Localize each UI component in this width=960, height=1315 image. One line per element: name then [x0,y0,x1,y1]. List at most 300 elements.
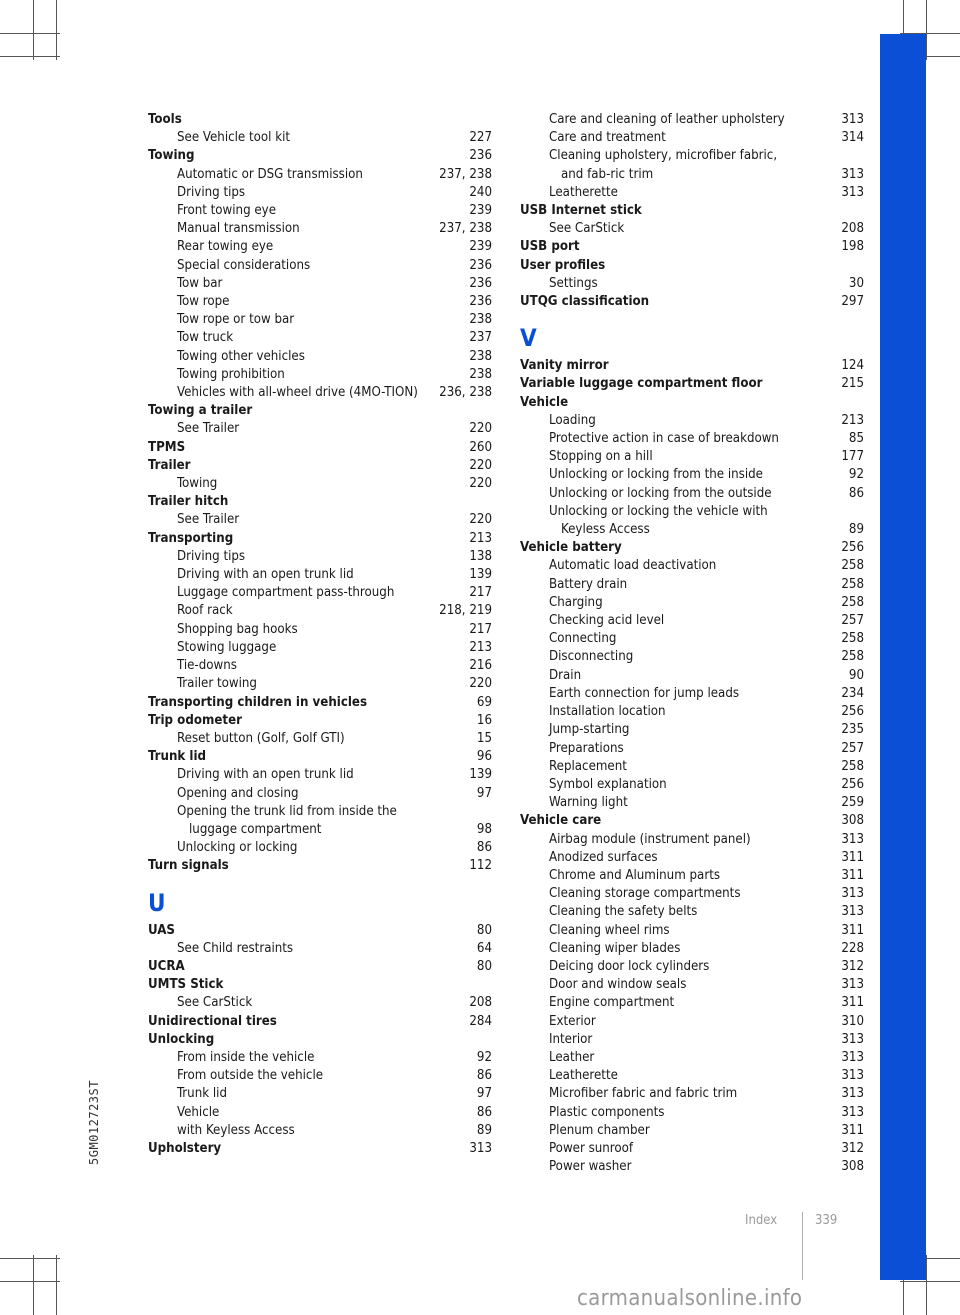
index-subentry [520,994,864,1012]
entry-term: Unlocking or locking [177,840,298,856]
entry-page-ref[interactable]: 238 [469,312,492,328]
crop-mark [33,0,34,60]
index-subentry [148,675,492,693]
index-subentry [520,1140,864,1158]
entry-page-ref[interactable]: 258 [841,649,864,665]
entry-page-ref[interactable]: 237 [469,330,492,346]
entry-term: Unlocking or locking the vehicle with Keyless Access [549,503,768,538]
entry-term: Drain [549,667,582,683]
entry-term: Trip odometer [148,712,242,728]
entry-page-ref[interactable]: 218, 219 [439,603,492,619]
entry-page-ref[interactable]: 64 [476,940,492,956]
entry-page-ref[interactable]: 86 [476,840,492,856]
index-entry [520,238,864,256]
crop-mark [56,0,57,60]
index-subentry [520,903,864,921]
entry-term: Cleaning storage compartments [549,886,741,902]
entry-term: TPMS [148,439,186,455]
index-entry [520,394,864,412]
entry-term: Leatherette [549,1068,618,1084]
entry-term: Driving with an open trunk lid [177,767,354,783]
entry-term: Vanity mirror [520,358,609,374]
entry-page-ref[interactable]: 236 [469,294,492,310]
index-subentry [520,940,864,958]
index-subentry [148,639,492,657]
entry-term: UAS [148,922,175,938]
entry-page-ref[interactable]: 30 [848,275,864,291]
index-entry [148,694,492,712]
index-entry [148,958,492,976]
entry-page-ref[interactable]: 97 [476,1086,492,1102]
entry-page-ref[interactable]: 80 [476,958,492,974]
entry-page-ref[interactable]: 313 [841,904,864,920]
entry-page-ref[interactable]: 213 [841,412,864,428]
entry-term: UCRA [148,958,185,974]
index-subentry [148,329,492,347]
entry-page-ref[interactable]: 311 [841,995,864,1011]
index-subentry [520,1031,864,1049]
entry-term: Interior [549,1031,593,1047]
entry-term: Vehicles with all-wheel drive (4MO-TION) [177,385,418,401]
entry-term: Driving tips [177,548,246,564]
index-subentry [520,667,864,685]
index-subentry [520,430,864,448]
entry-term: Towing other vehicles [177,348,305,364]
index-subentry [148,940,492,958]
entry-term: Shopping bag hooks [177,621,298,637]
entry-term: See Vehicle tool kit [177,130,291,146]
index-entry [520,357,864,375]
index-subentry [148,803,492,839]
index-subentry [148,602,492,620]
entry-term: Special considerations [177,257,311,273]
entry-term: Care and treatment [549,130,666,146]
entry-term: Checking acid level [549,613,665,629]
entry-page-ref[interactable]: 220 [469,457,492,473]
crop-mark [0,33,60,34]
index-subentry [148,420,492,438]
entry-term: Reset button (Golf, Golf GTI) [177,730,345,746]
entry-term: Transporting [148,530,234,546]
entry-term: Chrome and Aluminum parts [549,867,721,883]
entry-page-ref[interactable]: 258 [841,594,864,610]
entry-page-ref[interactable]: 256 [841,704,864,720]
index-entry [148,857,492,875]
entry-term: User profiles [520,257,606,273]
index-subentry [520,976,864,994]
entry-page-ref[interactable]: 313 [841,1049,864,1065]
entry-page-ref[interactable]: 220 [469,421,492,437]
entry-page-ref[interactable]: 213 [469,639,492,655]
index-subentry [148,1122,492,1140]
entry-page-ref[interactable]: 313 [841,1031,864,1047]
index-entry [148,922,492,940]
index-subentry [148,366,492,384]
entry-term: Cleaning wiper blades [549,940,681,956]
entry-term: Installation location [549,704,666,720]
section-tab [880,34,926,1280]
entry-page-ref[interactable]: 258 [841,558,864,574]
index-subentry [148,730,492,748]
entry-page-ref[interactable]: 86 [476,1068,492,1084]
entry-page-ref[interactable]: 92 [476,1049,492,1065]
index-subentry [148,657,492,675]
entry-term: Luggage compartment pass-through [177,585,395,601]
entry-term: Tow bar [177,275,223,291]
entry-page-ref[interactable]: 308 [841,1159,864,1175]
entry-term: Connecting [549,631,617,647]
entry-page-ref[interactable]: 313 [841,1068,864,1084]
entry-term: See Child restraints [177,940,294,956]
entry-term: Leather [549,1049,595,1065]
index-entry [148,748,492,766]
index-subentry [520,849,864,867]
entry-page-ref[interactable]: 89 [848,522,864,538]
entry-page-ref[interactable]: 138 [469,548,492,564]
entry-term: Tow rope or tow bar [177,312,295,328]
entry-page-ref[interactable]: 311 [841,1122,864,1138]
index-entry [148,530,492,548]
entry-page-ref[interactable]: 216 [469,658,492,674]
index-subentry [520,958,864,976]
entry-term: Warning light [549,795,628,811]
entry-page-ref[interactable]: 217 [469,585,492,601]
entry-term: Towing [148,148,195,164]
entry-page-ref[interactable]: 86 [848,485,864,501]
index-subentry [148,1049,492,1067]
entry-page-ref[interactable]: 313 [841,184,864,200]
index-subentry [148,994,492,1012]
index-entry [520,539,864,557]
footer-section-title: Index [745,1213,778,1228]
entry-page-ref[interactable]: 16 [476,712,492,728]
entry-page-ref[interactable]: 215 [841,376,864,392]
entry-term: Protective action in case of breakdown [549,431,779,447]
crop-mark [0,1258,60,1259]
entry-page-ref[interactable]: 313 [841,112,864,127]
entry-page-ref[interactable]: 297 [841,294,864,310]
entry-page-ref[interactable]: 313 [841,831,864,847]
entry-page-ref[interactable]: 284 [469,1013,492,1029]
entry-page-ref[interactable]: 92 [848,467,864,483]
entry-term: Disconnecting [549,649,634,665]
entry-page-ref[interactable]: 238 [469,366,492,382]
crop-mark [33,1255,34,1315]
entry-term: Loading [549,412,596,428]
index-subentry [148,348,492,366]
index-subentry [520,831,864,849]
entry-term: Plastic components [549,1104,665,1120]
entry-page-ref[interactable]: 208 [841,221,864,237]
entry-term: Airbag module (instrument panel) [549,831,751,847]
entry-term: Microfiber fabric and fabric trim [549,1086,738,1102]
entry-term: Unlocking or locking from the inside [549,467,763,483]
entry-page-ref[interactable]: 313 [841,166,864,182]
entry-page-ref[interactable]: 237, 238 [439,166,492,182]
entry-page-ref[interactable]: 220 [469,512,492,528]
entry-term: Cleaning upholstery, microfiber fabric, and fab-ric trim [549,148,778,182]
index-entry [520,375,864,393]
index-subentry [520,794,864,812]
entry-page-ref[interactable]: 258 [841,631,864,647]
entry-term: Power sunroof [549,1140,634,1156]
entry-term: Turn signals [148,858,229,874]
index-subentry [148,184,492,202]
index-subentry [520,594,864,612]
crop-mark [900,1281,960,1282]
entry-term: Trunk lid [148,749,207,765]
entry-term: Trunk lid [177,1086,227,1102]
entry-term: From inside the vehicle [177,1049,315,1065]
entry-term: Leatherette [549,184,618,200]
entry-term: Rear towing eye [177,239,274,255]
entry-page-ref[interactable]: 96 [476,749,492,765]
crop-mark [0,56,60,57]
index-subentry [520,721,864,739]
entry-page-ref[interactable]: 258 [841,758,864,774]
entry-page-ref[interactable]: 258 [841,576,864,592]
entry-page-ref[interactable]: 235 [841,722,864,738]
index-subentry [520,1085,864,1103]
entry-page-ref[interactable]: 85 [848,431,864,447]
entry-term: Settings [549,275,598,291]
index-subentry [148,238,492,256]
entry-page-ref[interactable]: 89 [476,1122,492,1138]
entry-term: Unlocking or locking from the outside [549,485,772,501]
entry-page-ref[interactable]: 313 [469,1140,492,1156]
entry-term: Door and window seals [549,977,687,993]
entry-term: Unidirectional tires [148,1013,277,1029]
index-subentry [148,566,492,584]
entry-page-ref[interactable]: 124 [841,358,864,374]
entry-page-ref[interactable]: 139 [469,567,492,583]
entry-term: USB Internet stick [520,203,642,219]
index-subentry [520,184,864,202]
entry-page-ref[interactable]: 313 [841,886,864,902]
entry-page-ref[interactable]: 112 [469,858,492,874]
entry-page-ref[interactable]: 256 [841,776,864,792]
index-subentry [520,275,864,293]
index-subentry [148,311,492,329]
entry-term: Vehicle care [520,813,602,829]
index-subentry [148,475,492,493]
index-subentry [520,147,864,183]
watermark: carmanualsonline.info [577,1286,803,1311]
entry-page-ref[interactable]: 240 [469,184,492,200]
index-subentry [148,785,492,803]
entry-term: Towing prohibition [177,366,285,382]
entry-page-ref[interactable]: 313 [841,1086,864,1102]
index-subentry [520,412,864,430]
index-subentry [520,922,864,940]
index-column-left [148,111,492,1158]
entry-term: Stowing luggage [177,639,277,655]
entry-page-ref[interactable]: 97 [476,785,492,801]
index-letter-heading: U [148,888,166,917]
index-entry [148,439,492,457]
index-subentry [148,584,492,602]
entry-term: UMTS Stick [148,977,224,993]
index-subentry [520,1104,864,1122]
entry-page-ref[interactable]: 234 [841,685,864,701]
entry-page-ref[interactable]: 312 [841,958,864,974]
footer-divider [802,1212,803,1280]
entry-term: Charging [549,594,603,610]
entry-page-ref[interactable]: 312 [841,1140,864,1156]
entry-term: Tools [148,112,182,127]
page-number: 339 [815,1213,838,1228]
entry-term: Driving tips [177,184,246,200]
entry-term: USB port [520,239,580,255]
entry-term: Trailer hitch [148,494,229,510]
crop-mark [926,1255,927,1315]
entry-term: Opening the trunk lid from inside the luggage compartment [177,803,397,837]
entry-term: Care and cleaning of leather upholstery [549,112,785,127]
index-subentry [148,202,492,220]
entry-term: Engine compartment [549,995,675,1011]
index-subentry [520,576,864,594]
entry-page-ref[interactable]: 220 [469,476,492,492]
entry-page-ref[interactable]: 236, 238 [439,385,492,401]
index-subentry [148,1067,492,1085]
entry-page-ref[interactable]: 80 [476,922,492,938]
entry-term: Driving with an open trunk lid [177,567,354,583]
entry-term: Vehicle [520,394,569,410]
entry-page-ref[interactable]: 310 [841,1013,864,1029]
entry-term: See Trailer [177,512,240,528]
index-subentry [520,740,864,758]
index-subentry [520,111,864,129]
entry-term: Automatic load deactivation [549,558,717,574]
entry-page-ref[interactable]: 256 [841,540,864,556]
entry-page-ref[interactable]: 239 [469,239,492,255]
entry-page-ref[interactable]: 213 [469,530,492,546]
entry-term: with Keyless Access [177,1122,295,1138]
crop-mark [56,1255,57,1315]
entry-term: Tow truck [177,330,234,346]
index-subentry [148,621,492,639]
entry-term: Stopping on a hill [549,449,653,465]
entry-term: Earth connection for jump leads [549,685,740,701]
index-subentry [520,612,864,630]
entry-page-ref[interactable]: 236 [469,257,492,273]
entry-page-ref[interactable]: 208 [469,995,492,1011]
index-subentry [520,776,864,794]
index-subentry [520,867,864,885]
entry-page-ref[interactable]: 257 [841,740,864,756]
index-entry [148,1140,492,1158]
index-subentry [520,220,864,238]
entry-page-ref[interactable]: 311 [841,849,864,865]
index-subentry [520,466,864,484]
index-subentry [148,511,492,529]
index-subentry [520,1122,864,1140]
entry-term: Deicing door lock cylinders [549,958,710,974]
crop-mark [926,0,927,60]
index-subentry [520,485,864,503]
index-subentry [520,758,864,776]
entry-term: Anodized surfaces [549,849,658,865]
index-entry [148,1013,492,1031]
entry-term: Exterior [549,1013,596,1029]
entry-term: Automatic or DSG transmission [177,166,363,182]
index-entry [520,293,864,311]
index-subentry [520,885,864,903]
entry-page-ref[interactable]: 198 [841,239,864,255]
index-subentry [520,1067,864,1085]
entry-page-ref[interactable]: 227 [469,130,492,146]
index-subentry [148,766,492,784]
entry-page-ref[interactable]: 236 [469,275,492,291]
index-subentry [148,129,492,147]
entry-page-ref[interactable]: 236 [469,148,492,164]
entry-term: Power washer [549,1159,632,1175]
index-subentry [520,1049,864,1067]
entry-page-ref[interactable]: 177 [841,449,864,465]
entry-page-ref[interactable]: 311 [841,867,864,883]
entry-page-ref[interactable]: 98 [476,821,492,837]
entry-term: Tow rope [177,294,230,310]
index-subentry [520,503,864,539]
entry-page-ref[interactable]: 86 [476,1104,492,1120]
index-letter-heading: V [520,324,537,353]
entry-page-ref[interactable]: 257 [841,613,864,629]
entry-term: Plenum chamber [549,1122,650,1138]
entry-term: Unlocking [148,1031,215,1047]
index-entry [148,493,492,511]
index-entry [148,1031,492,1049]
index-subentry [520,557,864,575]
index-subentry [520,448,864,466]
entry-page-ref[interactable]: 217 [469,621,492,637]
entry-term: Trailer towing [177,676,257,692]
entry-page-ref[interactable]: 237, 238 [439,221,492,237]
entry-page-ref[interactable]: 228 [841,940,864,956]
entry-term: Roof rack [177,603,233,619]
entry-page-ref[interactable]: 308 [841,813,864,829]
index-subentry [148,166,492,184]
entry-page-ref[interactable]: 260 [469,439,492,455]
index-entry [520,812,864,830]
entry-term: From outside the vehicle [177,1068,324,1084]
entry-term: Jump-starting [549,722,630,738]
entry-page-ref[interactable]: 90 [848,667,864,683]
index-entry [148,712,492,730]
document-code: 5GM012723ST [87,1080,101,1165]
index-subentry [520,648,864,666]
index-subentry [520,703,864,721]
entry-page-ref[interactable]: 311 [841,922,864,938]
entry-page-ref[interactable]: 313 [841,977,864,993]
entry-page-ref[interactable]: 239 [469,203,492,219]
entry-page-ref[interactable]: 259 [841,795,864,811]
entry-term: Cleaning the safety belts [549,904,698,920]
entry-term: Cleaning wheel rims [549,922,670,938]
entry-page-ref[interactable]: 139 [469,767,492,783]
index-subentry [148,384,492,402]
index-subentry [148,548,492,566]
entry-page-ref[interactable]: 238 [469,348,492,364]
index-entry [148,457,492,475]
entry-page-ref[interactable]: 220 [469,676,492,692]
entry-page-ref[interactable]: 69 [476,694,492,710]
entry-page-ref[interactable]: 15 [476,730,492,746]
entry-term: See CarStick [549,221,625,237]
index-subentry [520,129,864,147]
entry-page-ref[interactable]: 314 [841,130,864,146]
entry-page-ref[interactable]: 313 [841,1104,864,1120]
index-column-right [520,111,864,1176]
